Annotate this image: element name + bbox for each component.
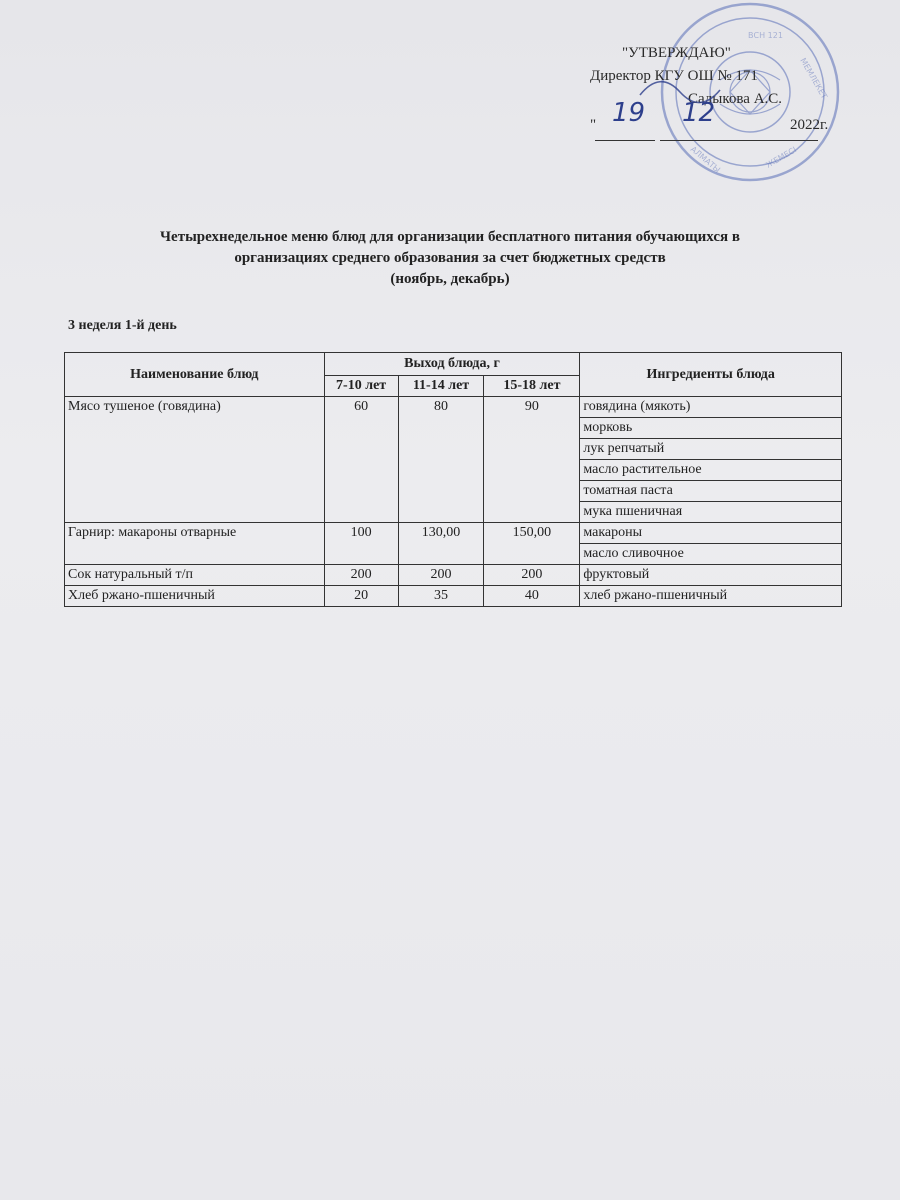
ingredient: мука пшеничная <box>580 502 842 523</box>
ingredient: хлеб ржано-пшеничный <box>580 586 842 607</box>
ingredient: лук репчатый <box>580 439 842 460</box>
signature <box>0 0 900 200</box>
ingredient: морковь <box>580 418 842 439</box>
menu-table <box>64 352 842 607</box>
header-age-15-18: 15-18 лет <box>484 376 580 397</box>
svg-text:АЛМАТЫ: АЛМАТЫ <box>688 144 722 175</box>
approve-label: "УТВЕРЖДАЮ" <box>622 45 731 61</box>
dish-name: Сок натуральный т/п <box>65 565 325 586</box>
table-row <box>65 565 842 586</box>
table-row <box>65 523 842 544</box>
ingredient: говядина (мякоть) <box>580 397 842 418</box>
header-age-11-14: 11-14 лет <box>398 376 484 397</box>
title-line-1: Четырехнедельное меню блюд для организации бесплатного питания обучающихся в <box>160 229 740 245</box>
svg-text:ЖЕМЕСІ: ЖЕМЕСІ <box>764 145 799 170</box>
dish-name: Гарнир: макароны отварные <box>65 523 325 565</box>
header-age-7-10: 7-10 лет <box>324 376 398 397</box>
portion-15-18: 200 <box>484 565 580 586</box>
document-title <box>60 227 840 290</box>
ingredient: фруктовый <box>580 565 842 586</box>
portion-7-10: 60 <box>324 397 398 523</box>
table-row <box>65 586 842 607</box>
svg-text:МЕМЛЕКЕТ: МЕМЛЕКЕТ <box>798 56 829 101</box>
portion-11-14: 80 <box>398 397 484 523</box>
dish-name: Мясо тушеное (говядина) <box>65 397 325 523</box>
handwritten-day: 19 <box>612 98 646 128</box>
director-name: Садыкова А.С. <box>688 91 783 107</box>
date-quote: " <box>590 117 597 133</box>
portion-7-10: 200 <box>324 565 398 586</box>
header-output: Выход блюда, г <box>324 353 580 376</box>
ingredient: макароны <box>580 523 842 544</box>
ingredient: масло растительное <box>580 460 842 481</box>
title-line-3: (ноябрь, декабрь) <box>390 271 510 287</box>
handwritten-month: 12 <box>682 98 716 128</box>
table-header-row <box>65 353 842 376</box>
date-year: 2022г. <box>790 117 829 133</box>
table-row <box>65 397 842 418</box>
header-dish: Наименование блюд <box>65 353 325 397</box>
ingredient: масло сливочное <box>580 544 842 565</box>
director-position: Директор КГУ ОШ № 171 <box>590 68 758 84</box>
svg-text:ВСН 121: ВСН 121 <box>748 31 783 40</box>
portion-7-10: 100 <box>324 523 398 565</box>
portion-15-18: 90 <box>484 397 580 523</box>
week-day-label: 3 неделя 1-й день <box>68 318 177 333</box>
portion-15-18: 40 <box>484 586 580 607</box>
header-ingredients: Ингредиенты блюда <box>580 353 842 397</box>
title-line-2: организациях среднего образования за счет бюджетных средств <box>234 250 666 266</box>
portion-7-10: 20 <box>324 586 398 607</box>
portion-15-18: 150,00 <box>484 523 580 565</box>
portion-11-14: 200 <box>398 565 484 586</box>
dish-name: Хлеб ржано-пшеничный <box>65 586 325 607</box>
portion-11-14: 130,00 <box>398 523 484 565</box>
ingredient: томатная паста <box>580 481 842 502</box>
portion-11-14: 35 <box>398 586 484 607</box>
